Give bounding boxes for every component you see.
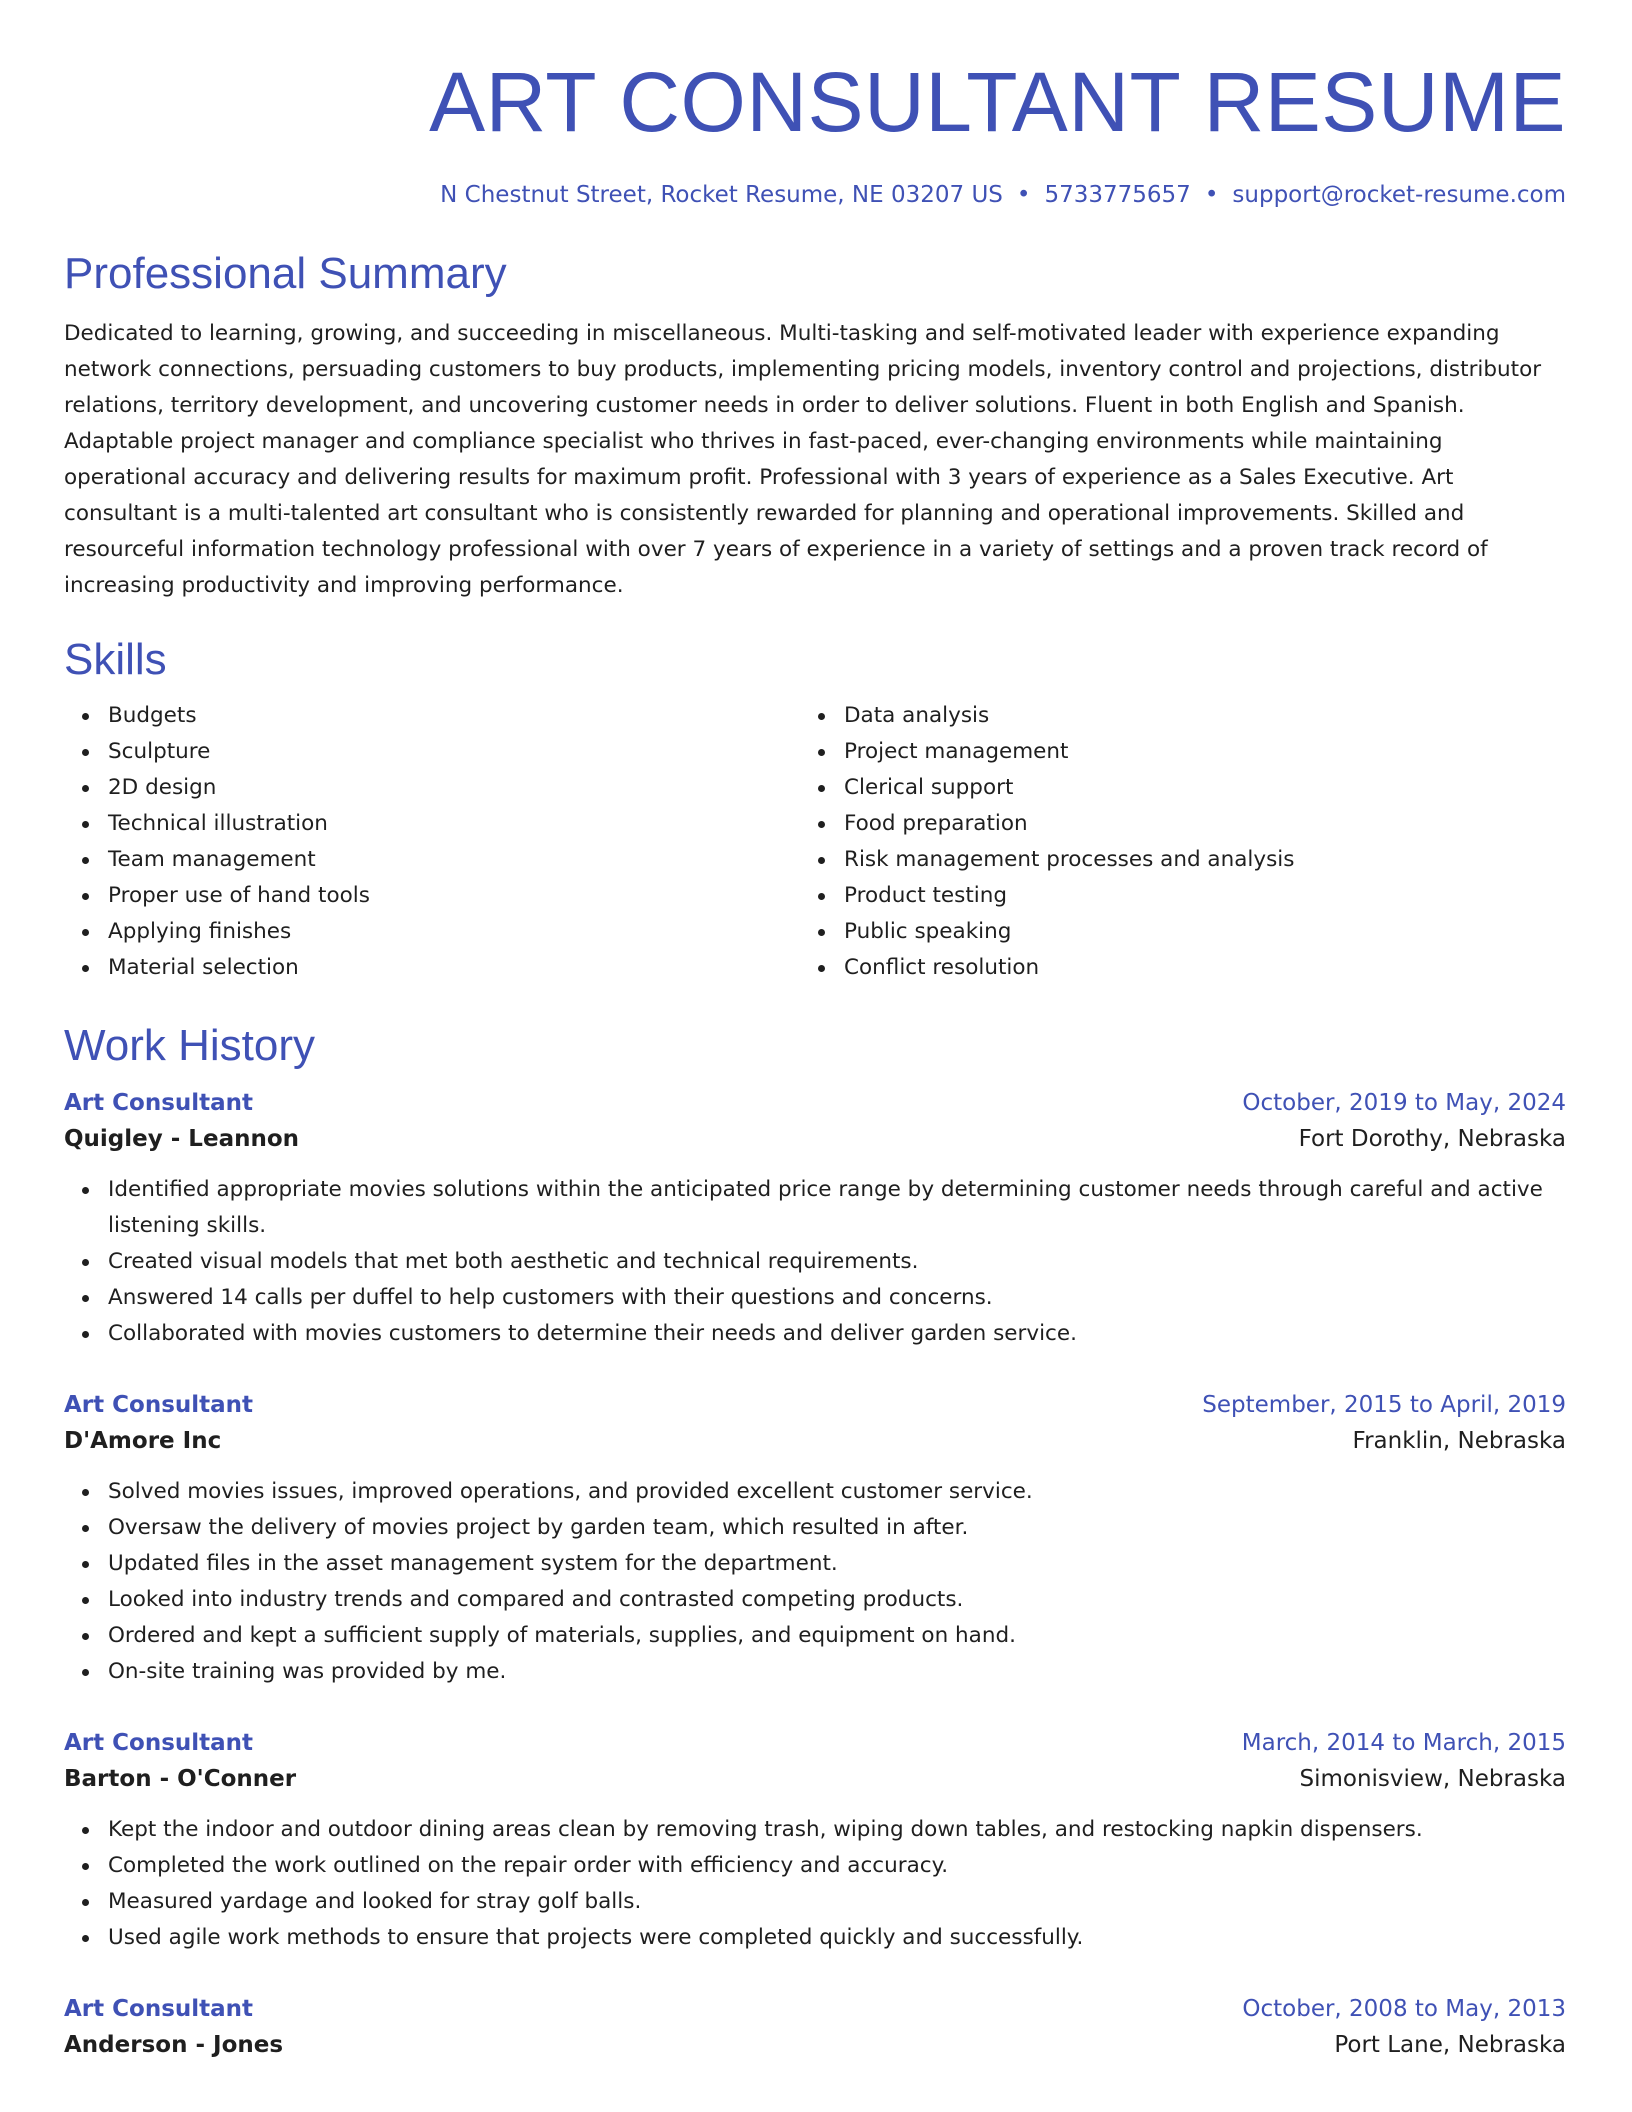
job-bullet: On-site training was provided by me. [108, 1654, 1566, 1690]
skill-item: Team management [108, 842, 804, 878]
job-dates: March, 2014 to March, 2015 [1241, 1730, 1566, 1756]
job-bullet: Measured yardage and looked for stray golf balls. [108, 1884, 1566, 1920]
skill-item: Applying finishes [108, 914, 804, 950]
job-dates: September, 2015 to April, 2019 [1202, 1392, 1566, 1418]
job-bullet: Used agile work methods to ensure that projects were completed quickly and successfully. [108, 1920, 1566, 1956]
contact-email[interactable]: support@rocket-resume.com [1232, 182, 1566, 208]
skill-item: Risk management processes and analysis [844, 842, 1544, 878]
contact-separator: • [1016, 182, 1031, 208]
job-bullets [64, 1812, 1566, 1956]
skill-item: Clerical support [844, 770, 1544, 806]
job-title-row [64, 1726, 1566, 1760]
job-bullet: Answered 14 calls per duffel to help customers with their questions and concerns. [108, 1280, 1566, 1316]
job-dates: October, 2008 to May, 2013 [1242, 1996, 1566, 2022]
skill-item: Food preparation [844, 806, 1544, 842]
job-title: Art Consultant [64, 1392, 254, 1418]
contact-separator: • [1204, 182, 1219, 208]
job-entry [64, 1388, 1566, 1690]
job-title: Art Consultant [64, 1090, 254, 1116]
skills-list-left [64, 698, 804, 986]
skills-section [64, 634, 1566, 986]
job-title: Art Consultant [64, 1996, 254, 2022]
skills-list-right [804, 698, 1544, 986]
job-bullet: Oversaw the delivery of movies project by garden team, which resulted in after. [108, 1510, 1566, 1546]
job-company-row [64, 1422, 1566, 1460]
job-company: Quigley - Leannon [64, 1126, 300, 1152]
job-title-row [64, 1992, 1566, 2026]
job-bullet: Kept the indoor and outdoor dining areas clean by removing trash, wiping down tables, and restocking napkin dispensers. [108, 1812, 1566, 1848]
skill-item: Proper use of hand tools [108, 878, 804, 914]
contact-line [64, 180, 1566, 210]
job-bullet: Solved movies issues, improved operations, and provided excellent customer service. [108, 1474, 1566, 1510]
job-entry [64, 1992, 1566, 2064]
job-entry [64, 1726, 1566, 1956]
job-entry [64, 1086, 1566, 1352]
job-company-row [64, 1760, 1566, 1798]
section-heading-summary: Professional Summary [64, 249, 507, 298]
skill-item: Project management [844, 734, 1544, 770]
job-company-row [64, 2026, 1566, 2064]
summary-text: Dedicated to learning, growing, and succeeding in miscellaneous. Multi-tasking and self-motivated leader with experience expanding network connections, persuading customers to buy products, implementing pricing models, inventory control and projections, distributor relations, territory development, and uncovering customer needs in order to deliver solutions. Fluent in both English and Spanish. Adaptable project manager and compliance specialist who thrives in fast-paced, ever-changing environments while maintaining operational accuracy and delivering results for maximum profit. Professional with 3 years of experience as a Sales Executive. Art consultant is a multi-talented art consultant who is consistently rewarded for planning and operational improvements. Skilled and resourceful information technology professional with over 7 years of experience in a variety of settings and a proven track record of increasing productivity and improving performance. [64, 321, 1542, 598]
section-heading-work-history: Work History [64, 1021, 315, 1070]
contact-address: N Chestnut Street, Rocket Resume, NE 03207 US [440, 182, 1003, 208]
skill-item: Budgets [108, 698, 804, 734]
skill-item: Product testing [844, 878, 1544, 914]
job-bullet: Updated files in the asset management system for the department. [108, 1546, 1566, 1582]
job-company: D'Amore Inc [64, 1428, 222, 1454]
job-bullet: Ordered and kept a sufficient supply of materials, supplies, and equipment on hand. [108, 1618, 1566, 1654]
skill-item: Technical illustration [108, 806, 804, 842]
job-company: Barton - O'Conner [64, 1766, 297, 1792]
job-location: Franklin, Nebraska [1352, 1428, 1566, 1454]
job-dates: October, 2019 to May, 2024 [1242, 1090, 1566, 1116]
job-bullets [64, 1172, 1566, 1352]
job-bullet: Collaborated with movies customers to determine their needs and deliver garden service. [108, 1316, 1566, 1352]
job-location: Simonisview, Nebraska [1299, 1766, 1566, 1792]
job-bullet: Looked into industry trends and compared and contrasted competing products. [108, 1582, 1566, 1618]
skill-item: Material selection [108, 950, 804, 986]
resume-title: ART CONSULTANT RESUME [429, 55, 1566, 149]
job-location: Port Lane, Nebraska [1334, 2032, 1566, 2058]
job-bullet: Completed the work outlined on the repair order with efficiency and accuracy. [108, 1848, 1566, 1884]
job-bullet: Identified appropriate movies solutions within the anticipated price range by determining customer needs through careful and active listening skills. [108, 1172, 1566, 1244]
job-location: Fort Dorothy, Nebraska [1298, 1126, 1566, 1152]
job-title-row [64, 1086, 1566, 1120]
contact-phone: 5733775657 [1044, 182, 1191, 208]
summary-section [64, 248, 1566, 604]
job-title: Art Consultant [64, 1730, 254, 1756]
job-company: Anderson - Jones [64, 2032, 284, 2058]
job-bullet: Created visual models that met both aesthetic and technical requirements. [108, 1244, 1566, 1280]
job-bullets [64, 1474, 1566, 1690]
skills-columns [64, 698, 1566, 986]
skill-item: 2D design [108, 770, 804, 806]
skill-item: Sculpture [108, 734, 804, 770]
skill-item: Conflict resolution [844, 950, 1544, 986]
skill-item: Data analysis [844, 698, 1544, 734]
job-title-row [64, 1388, 1566, 1422]
section-heading-skills: Skills [64, 635, 167, 684]
skill-item: Public speaking [844, 914, 1544, 950]
job-company-row [64, 1120, 1566, 1158]
work-history-section [64, 1020, 1566, 2064]
